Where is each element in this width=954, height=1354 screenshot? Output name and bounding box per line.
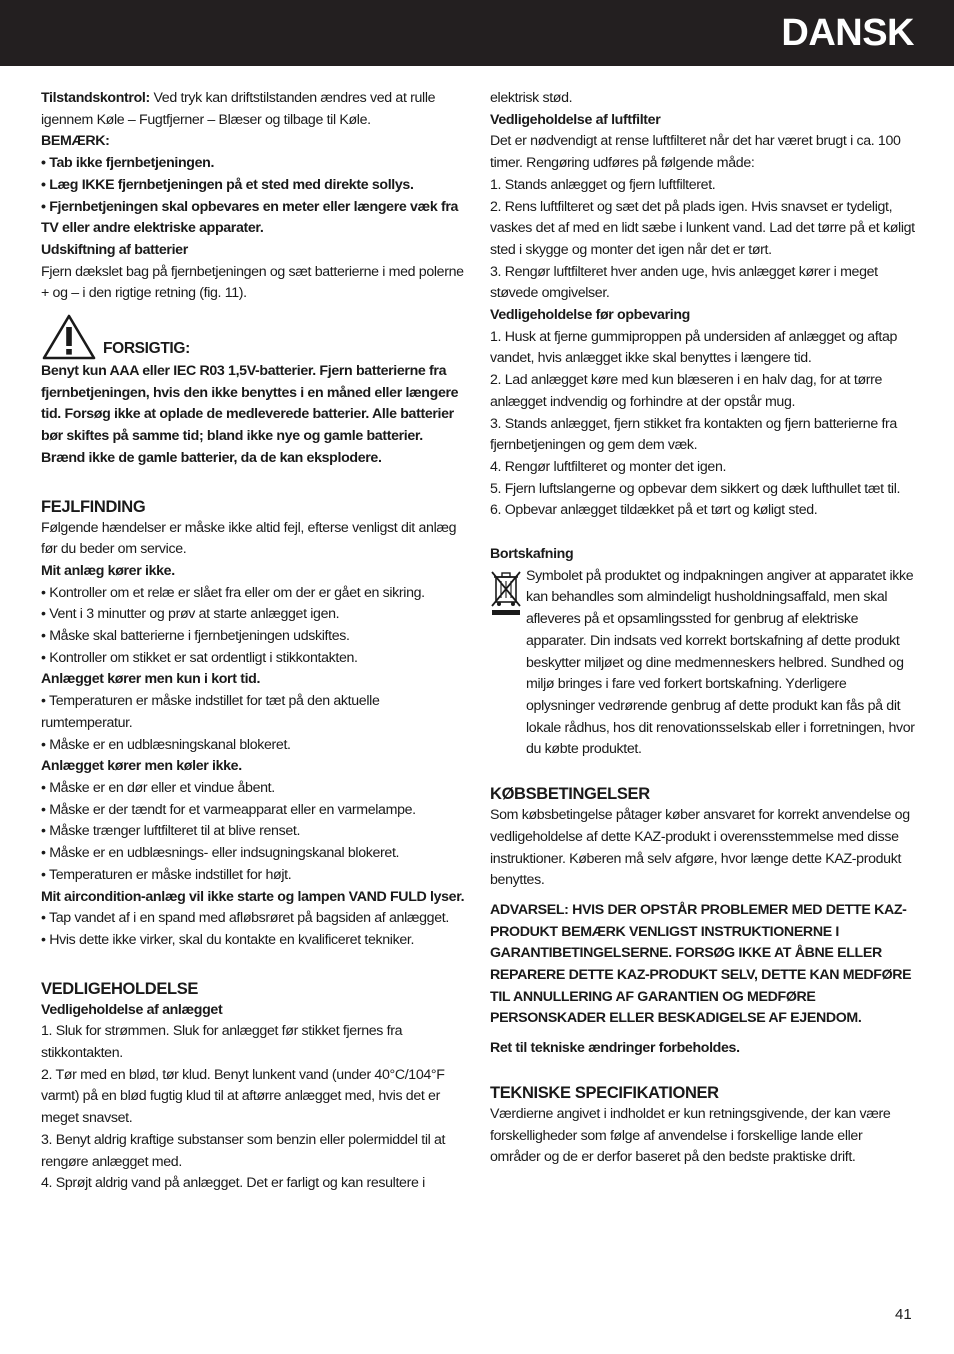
list-item: • Måske trænger luftfilteret til at blive renset. xyxy=(41,823,301,840)
list-item: 6. Opbevar anlægget tildækket på et tørt og køligt sted. xyxy=(490,502,818,519)
list-item: • Måske er en dør eller et vindue åbent. xyxy=(41,779,275,796)
warning-triangle-icon xyxy=(41,313,97,361)
list-item: 2. Lad anlægget køre med kun blæseren i en halv dag, for at tørre anlægget indvendig og forhindre at der opstår mug. xyxy=(490,372,883,410)
list-item: • Tap vandet af i en spand med afløbsrøret på bagsiden af anlægget. xyxy=(41,910,449,927)
continuation-text: elektrisk stød. xyxy=(490,90,573,106)
list-item: • Måske skal batterierne i fjernbetjeningen udskiftes. xyxy=(41,628,350,645)
maintenance-heading: VEDLIGEHOLDELSE xyxy=(41,979,199,998)
note-item: • Læg IKKE fjernbetjeningen på et sted med direkte sollys. xyxy=(41,176,414,193)
mode-control-text: Ved tryk kan driftstilstanden ændres ved at rulle igennem Køle – Fugtfjerner – Blæser og tilbage til Køle. xyxy=(41,90,436,128)
troubleshooting-intro: Følgende hændelser er måske ikke altid fejl, efterse venligst dit anlæg før du beder om service. xyxy=(41,519,457,558)
list-item: 4. Sprøjt aldrig vand på anlægget. Det er farligt og kan resultere i xyxy=(41,1175,425,1192)
list-item: • Måske er en udblæsningskanal blokeret. xyxy=(41,736,291,753)
list-item: 2. Rens luftfilteret og sæt det på plads igen. Hvis snavset er tydeligt, vaskes det af med en lidt sæbe i lunkent vand. Lad det tørre på et køligt sted i skygge og monter det igen når det er tørt. xyxy=(490,198,915,258)
caution-heading: FORSIGTIG: xyxy=(103,340,190,358)
note-item: • Fjernbetjeningen skal opbevares en meter eller længere væk fra TV eller andre elektriske apparater. xyxy=(41,198,459,237)
rights-text: Ret til tekniske ændringer forbeholdes. xyxy=(490,1040,740,1057)
warning-text: ADVARSEL: HVIS DER OPSTÅR PROBLEMER MED DETTE KAZ-PRODUKT BEMÆRK VENLIGST INSTRUKTIONERNE I GARANTIBETINGELSERNE. FORSØG IKKE AT ÅBNE ELLER REPARERE DETTE KAZ-PRODUKT SELV, DETTE KAN MEDFØRE TIL ANNULLERING AF GARANTIEN OG MEDFØRE PERSONSKADER ELLER BESKADIGELSE AF EJENDOM. xyxy=(490,901,912,1027)
problem-heading: Mit aircondition-anlæg vil ikke starte og lampen VAND FULD lyser. xyxy=(41,888,465,905)
list-item: 4. Rengør luftfilteret og monter det igen. xyxy=(490,458,727,475)
weee-bin-icon xyxy=(490,568,526,624)
list-item: 3. Rengør luftfilteret hver anden uge, hvis anlægget kører i meget støvede omgivelser. xyxy=(490,263,878,302)
list-item: 5. Fjern luftslangerne og opbevar dem sikkert og dæk lufthullet tæt til. xyxy=(490,480,901,497)
list-item: 3. Benyt aldrig kraftige substanser som benzin eller polermiddel til at rengøre anlægget med. xyxy=(41,1131,446,1170)
storage-heading: Vedligeholdelse før opbevaring xyxy=(490,307,690,324)
specs-text: Værdierne angivet i indholdet er kun retningsgivende, der kan være forskelligheder som følge af anvendelse i forskellige lande eller områder og de er derfor baseret på den bedste praktiske drift. xyxy=(490,1105,891,1166)
list-item: • Kontroller om stikket er sat ordentligt i stikkontakten. xyxy=(41,649,358,666)
caution-header xyxy=(41,313,466,361)
list-item: 1. Husk at fjerne gummiproppen på undersiden af anlægget og aftap vandet, hvis anlægget ikke skal benyttes i længere tid. xyxy=(490,328,898,367)
problem-heading: Mit anlæg kører ikke. xyxy=(41,562,175,579)
list-item: • Temperaturen er måske indstillet for højt. xyxy=(41,866,292,883)
specs-heading: TEKNISKE SPECIFIKATIONER xyxy=(490,1083,719,1102)
list-item: 3. Stands anlægget, fjern stikket fra kontakten og fjern batterierne fra fjernbetjeningen og gem dem væk. xyxy=(490,415,897,454)
list-item: 1. Sluk for strømmen. Sluk for anlægget før stikket fjernes fra stikkontakten. xyxy=(41,1023,403,1062)
filter-heading: Vedligeholdelse af luftfilter xyxy=(490,111,661,128)
caution-text: Benyt kun AAA eller IEC R03 1,5V-batterier. Fjern batterierne fra fjernbetjeningen, hvis den ikke benyttes i en måned eller længere tid. Forsøg ikke at oplade de medleverede batterier. Alle batterier bør skiftes på samme tid; bland ikke nye og gamle batterier. Brænd ikke de gamle batterier, da de kan eksplodere. xyxy=(41,363,459,466)
list-item: • Temperaturen er måske indstillet for tæt på den aktuelle rumtemperatur. xyxy=(41,693,380,731)
disposal-heading: Bortskafning xyxy=(490,546,574,563)
left-column xyxy=(41,88,466,1195)
right-column xyxy=(490,88,915,1169)
disposal-block xyxy=(490,566,915,761)
list-item: • Måske er en udblæsnings- eller indsugningskanal blokeret. xyxy=(41,845,400,862)
disposal-text-start: Symbolet på produktet og indpakningen angiver at apparatet ikke kan behandles som almindeligt husholdningsaffald, men skal afleveres på et opsamlingssted for genbrug af elektriske apparater. Din indsats ved korrekt bortskafning af dette produkt beskytter miljøet og dine medmenneskers helbred. Sundhed og miljø bringes i fare ved forkert bortskafning. Yderligere oplysninger vedrørende genbrug af dette produkt kan fås på dit lokale rådhus, hos dit renovationsselskab eller i forretningen, hvor du købte produktet. xyxy=(526,567,915,758)
page-number: 41 xyxy=(895,1306,912,1323)
list-item: • Måske er der tændt for et varmeapparat eller en varmelampe. xyxy=(41,801,416,818)
list-item: • Kontroller om et relæ er slået fra eller om der er gået en sikring. xyxy=(41,584,425,601)
problem-heading: Anlægget kører men kun i kort tid. xyxy=(41,671,261,688)
page-header xyxy=(0,0,954,66)
mode-control-paragraph xyxy=(41,88,466,131)
purchase-text: Som købsbetingelse påtager køber ansvaret for korrekt anvendelse og vedligeholdelse af dette KAZ-produkt i overensstemmelse med disse instruktioner. Køberen må selv afgøre, hvor længe dette KAZ-produkt benyttes. xyxy=(490,807,910,889)
note-item: • Tab ikke fjernbetjeningen. xyxy=(41,155,215,172)
battery-text: Fjern dækslet bag på fjernbetjeningen og sæt batterierne i med polerne + og – i den rigtige retning (fig. 11). xyxy=(41,263,464,302)
list-item: • Vent i 3 minutter og prøv at starte anlægget igen. xyxy=(41,606,340,623)
problem-heading: Anlægget kører men køler ikke. xyxy=(41,758,242,775)
purchase-heading: KØBSBETINGELSER xyxy=(490,785,650,804)
list-item: 2. Tør med en blød, tør klud. Benyt lunkent vand (under 40°C/104°F varmt) på en blød fugtig klud til at aftørre anlægget med, hvis det er meget snavset. xyxy=(41,1066,445,1127)
language-title: DANSK xyxy=(781,12,914,54)
battery-heading: Udskiftning af batterier xyxy=(41,241,188,258)
mode-control-label: Tilstandskontrol: xyxy=(41,90,150,106)
troubleshooting-heading: FEJLFINDING xyxy=(41,497,146,516)
filter-intro: Det er nødvendigt at rense luftfilteret når det har været brugt i ca. 100 timer. Rengøring udføres på følgende måde: xyxy=(490,133,901,172)
note-heading: BEMÆRK: xyxy=(41,133,110,150)
list-item: 1. Stands anlægget og fjern luftfilteret. xyxy=(490,176,716,193)
list-item: • Hvis dette ikke virker, skal du kontakte en kvalificeret tekniker. xyxy=(41,931,415,948)
maintenance-subheading: Vedligeholdelse af anlægget xyxy=(41,1001,223,1018)
